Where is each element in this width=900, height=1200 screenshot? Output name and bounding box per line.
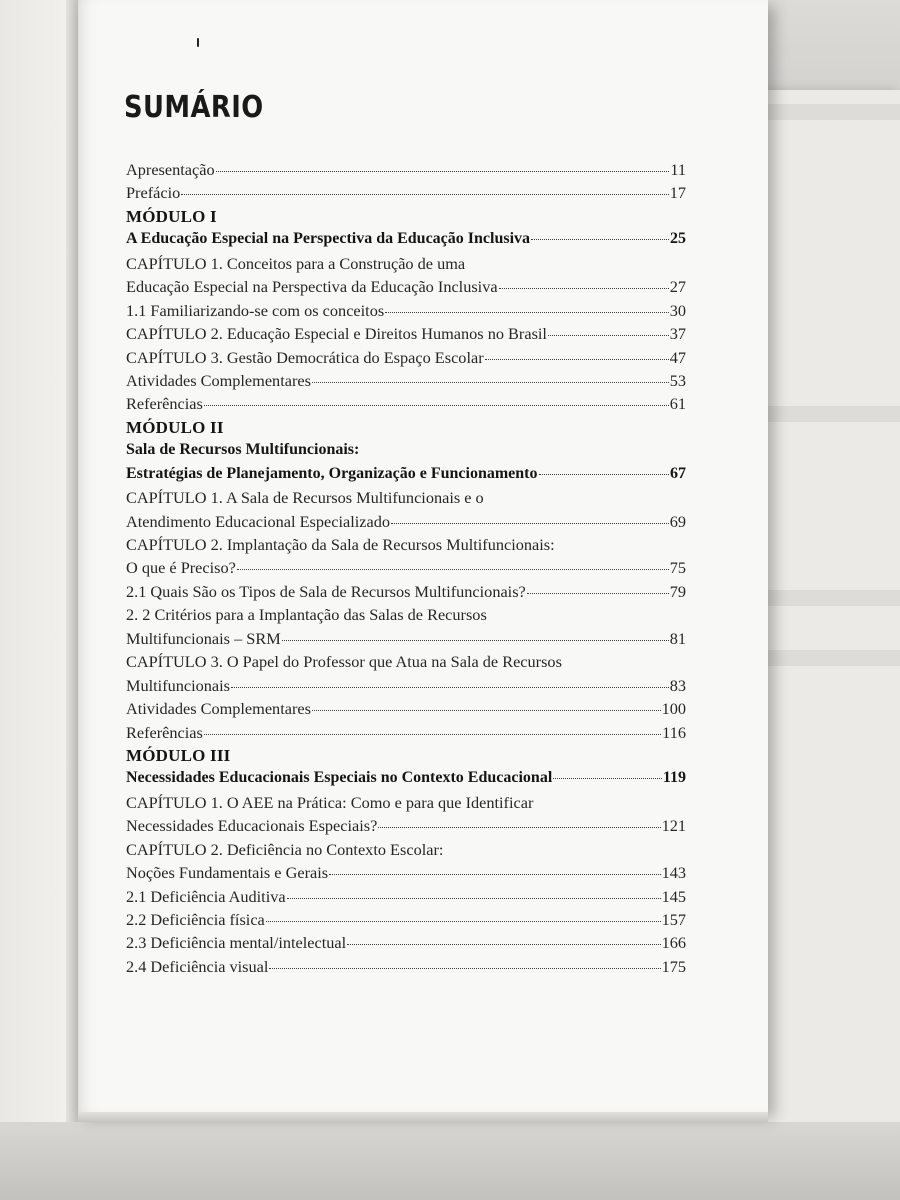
toc-entry-title: Referências [126,722,203,742]
toc-page-number: 79 [669,581,686,601]
toc-section-heading [126,769,686,792]
toc-entry-title: 2.1 Deficiência Auditiva [126,886,286,906]
toc-dot-leader [269,968,660,969]
toc-entry [126,324,686,347]
toc-dot-leader [237,569,669,570]
toc-entry [126,933,686,956]
toc-entry-title: MÓDULO III [126,745,231,765]
toc-entry-title: Necessidades Educacionais Especiais? [126,816,378,836]
toc-page-number: 25 [670,230,686,248]
toc-entry-title: 2.4 Deficiência visual [126,956,269,976]
toc-dot-leader [347,944,660,945]
toc-entry [126,840,686,863]
toc-entry [126,488,686,511]
toc-entry [126,558,686,581]
toc-page-number: 30 [669,300,686,320]
toc-entry-title: Prefácio [126,183,181,203]
toc-entry-title: CAPÍTULO 2. Deficiência no Contexto Escolar: [126,839,444,859]
toc-page-number: 75 [669,558,686,578]
toc-entry-title: Atendimento Educacional Especializado [126,511,391,531]
toc-entry [126,793,686,816]
toc-dot-leader [539,474,670,475]
toc-page-number: 67 [670,464,686,482]
toc-dot-leader [231,687,669,688]
toc-page-number: 69 [669,511,686,531]
toc-dot-leader [266,921,661,922]
toc-entry [126,910,686,933]
toc-dot-leader [391,523,669,524]
toc-dot-leader [282,640,669,641]
toc-entry [126,160,686,183]
toc-entry-title: 2.1 Quais São os Tipos de Sala de Recursos Multifuncionais? [126,581,526,601]
toc-entry [126,277,686,300]
toc-dot-leader [527,593,669,594]
toc-dot-leader [378,827,660,828]
toc-module-heading [126,207,686,230]
toc-page-number: 61 [669,394,686,414]
toc-entry-title: 2. 2 Critérios para a Implantação das Salas de Recursos [126,605,487,625]
page-bottom-edge [78,1112,768,1122]
toc-page-number: 53 [669,370,686,390]
toc-dot-leader [548,335,669,336]
toc-page-number: 37 [669,324,686,344]
toc-dot-leader [204,405,669,406]
toc-entry-title: 2.3 Deficiência mental/intelectual [126,933,347,953]
toc-entry-title: MÓDULO I [126,206,217,226]
toc-entry-title: O que é Preciso? [126,558,236,578]
toc-entry [126,699,686,722]
toc-entry [126,582,686,605]
toc-entry-title: Atividades Complementares [126,370,311,390]
toc-entry [126,371,686,394]
toc-entry [126,348,686,371]
toc-entry [126,254,686,277]
toc-page-number: 116 [662,722,686,742]
toc-page-number: 143 [661,863,686,883]
toc-entry [126,676,686,699]
toc-entry-title: Educação Especial na Perspectiva da Educação Inclusiva [126,277,498,297]
toc-entry [126,605,686,628]
toc-module-heading [126,418,686,441]
toc-page-number: 121 [661,816,686,836]
toc-dot-leader [499,288,669,289]
toc-dot-leader [312,382,669,383]
toc-entry-title: Atividades Complementares [126,699,311,719]
toc-entry [126,183,686,206]
toc-entry [126,723,686,746]
toc-entry-title: CAPÍTULO 1. O AEE na Prática: Como e para que Identificar [126,792,534,812]
toc-section-heading [126,230,686,253]
toc-entry-title: CAPÍTULO 3. O Papel do Professor que Atua na Sala de Recursos [126,652,562,672]
toc-page-number: 83 [669,675,686,695]
toc-page-number: 145 [661,886,686,906]
toc-entry-title: Apresentação [126,160,215,179]
toc-entry-title: Multifuncionais – SRM [126,628,281,648]
toc-section-heading [126,441,686,464]
toc-entry [126,512,686,535]
toc-page-number: 47 [669,347,686,367]
toc-entry-title: CAPÍTULO 2. Implantação da Sala de Recursos Multifuncionais: [126,535,555,554]
toc-entry-title: Noções Fundamentais e Gerais [126,863,329,883]
toc-dot-leader [485,359,669,360]
page-title: SUMÁRIO [124,90,264,125]
ink-speck [197,38,199,47]
toc-dot-leader [181,194,668,195]
toc-entry-title: CAPÍTULO 1. A Sala de Recursos Multifuncionais e o [126,488,484,508]
toc-dot-leader [553,778,662,779]
toc-entry-title: Necessidades Educacionais Especiais no Contexto Educacional [126,769,553,787]
book-lower-edge [0,1122,900,1200]
toc-dot-leader [204,734,661,735]
toc-entry-title: CAPÍTULO 2. Educação Especial e Direitos Humanos no Brasil [126,324,547,344]
toc-page-number: 100 [661,699,686,719]
toc-page-number: 17 [669,183,686,203]
toc-page-number: 119 [662,769,686,787]
toc-entry [126,394,686,417]
toc-module-heading [126,746,686,769]
toc-entry [126,652,686,675]
toc-entry [126,535,686,558]
toc-entry [126,629,686,652]
toc-section-heading [126,465,686,488]
toc-entry-title: Multifuncionais [126,675,231,695]
toc-entry-title: A Educação Especial na Perspectiva da Educação Inclusiva [126,230,531,248]
toc-page-number: 11 [670,160,686,179]
toc-dot-leader [531,239,669,240]
toc-entry [126,863,686,886]
toc-entry-title: Estratégias de Planejamento, Organização e Funcionamento [126,464,538,482]
toc-entry [126,816,686,839]
toc-dot-leader [287,898,661,899]
toc-page-number: 166 [661,933,686,953]
toc-entry-title: CAPÍTULO 3. Gestão Democrática do Espaço Escolar [126,347,484,367]
toc-entry [126,957,686,980]
toc-page-number: 81 [669,628,686,648]
toc-entry-title: Referências [126,394,203,414]
toc-dot-leader [329,874,660,875]
toc-entry-title: Sala de Recursos Multifuncionais: [126,441,360,459]
toc-dot-leader [385,312,669,313]
toc-entry-title: MÓDULO II [126,417,224,437]
toc-dot-leader [312,710,661,711]
toc-dot-leader [216,171,670,172]
toc-page-number: 175 [661,956,686,976]
toc-entry [126,301,686,324]
toc-entry-title: CAPÍTULO 1. Conceitos para a Construção de uma [126,253,466,273]
toc-page-number: 157 [661,910,686,929]
toc-page-number: 27 [669,277,686,297]
toc-entry-title: 2.2 Deficiência física [126,910,265,929]
toc-entry-title: 1.1 Familiarizando-se com os conceitos [126,300,385,320]
toc-entry [126,887,686,910]
table-of-contents [126,160,686,980]
